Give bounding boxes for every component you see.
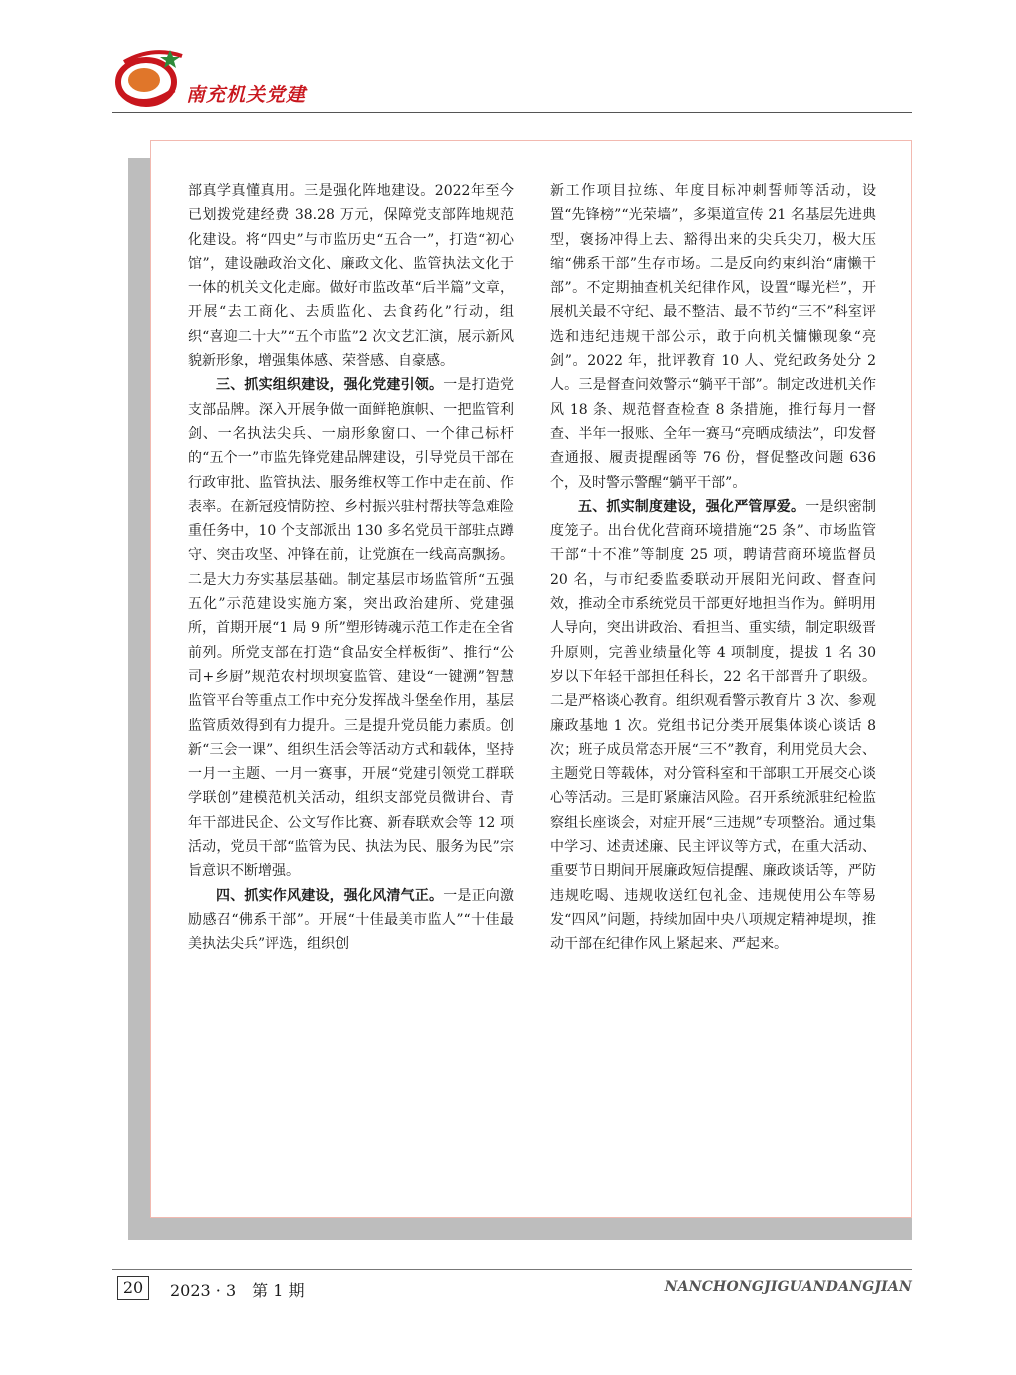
right-column xyxy=(550,179,876,957)
footer-rule xyxy=(112,1269,912,1270)
paragraph: 新工作项目拉练、年度目标冲刺誓师等活动，设置“先锋榜”“光荣墙”，多渠道宣传 21 名基层先进典型，褒扬冲得上去、豁得出来的尖兵尖刀，极大压缩“佛系干部”生存市场。二是反向约束纠治“庸懒干部”。不定期抽查机关纪律作风，设置“曝光栏”，开展机关最不守纪、最不整洁、最不节约“三不”科室评选和违纪违规干部公示，敢于向机关慵懒现象“亮剑”。2022 年，批评教育 10 人、党纪政务处分 2 人。三是督查问效警示“躺平干部”。制定改进机关作风 18 条、规范督查检查 8 条措施，推行每月一督查、半年一报账、全年一赛马“亮晒成绩法”，印发督查通报、履责提醒函等 76 份，督促整改问题 636 个，及时警示警醒“躺平干部”。 xyxy=(550,183,876,491)
page-number: 20 xyxy=(117,1276,149,1300)
section-heading: 三、抓实组织建设，强化党建引领。 xyxy=(216,377,444,394)
section-3 xyxy=(188,373,514,883)
paragraph: 部真学真懂真用。三是强化阵地建设。2022年至今已划拨党建经费 38.28 万元，保障党支部阵地规范化建设。将“四史”与市监历史“五合一”，打造“初心馆”，建设融政治文化、廉政文化、监管执法文化于一体的机关文化走廊。做好市监改革“后半篇”文章，开展“去工商化、去质监化、去食药化”行动，组织“喜迎二十大”“五个市监”2 次文艺汇演，展示新风貌新形象，增强集体感、荣誉感、自豪感。 xyxy=(188,183,514,370)
section-heading: 五、抓实制度建设，强化严管厚爱。 xyxy=(578,498,806,515)
section-body: 一是打造党支部品牌。深入开展争做一面鲜艳旗帜、一把监管利剑、一名执法尖兵、一扇形象窗口、一个律己标杆的“五个一”市监先锋党建品牌建设，引导党员干部在行政审批、监管执法、服务维权等工作中走在前、作表率。在新冠疫情防控、乡村振兴驻村帮扶等急难险重任务中，10 个支部派出 130 多名党员干部驻点蹲守、突击攻坚、冲锋在前，让党旗在一线高高飘扬。二是大力夯实基层基础。制定基层市场监管所“五强五化”示范建设实施方案，突出政治建所、党建强所，首期开展“1 局 9 所”塑形铸魂示范工作走在全省前列。所党支部在打造“食品安全样板街”、推行“公司+乡厨”规范农村坝坝宴监管、建设“一键溯”智慧监管平台等重点工作中充分发挥战斗堡垒作用，基层监管质效得到有力提升。三是提升党员能力素质。创新“三会一课”、组织生活会等活动方式和载体，坚持一月一主题、一月一赛事，开展“党建引领党工群联学联创”建模范机关活动，组织支部党员微讲台、青年干部进民企、公文写作比赛、新春联欢会等 12 项活动，党员干部“监管为民、执法为民、服务为民”宗旨意识不断增强。 xyxy=(188,377,515,880)
section-heading: 四、抓实作风建设，强化风清气正。 xyxy=(216,887,444,904)
header-rule xyxy=(112,112,912,113)
section-4 xyxy=(188,884,514,957)
magazine-logo xyxy=(112,42,192,112)
section-body: 一是织密制度笼子。出台优化营商环境措施“25 条”、市场监管干部“十不准”等制度 25 项，聘请营商环境监督员 20 名，与市纪委监委联动开展阳光问政、督查问效，推动全市系统党员干部更好地担当作为。鲜明用人导向，突出讲政治、看担当、重实绩，制定职级晋升原则，完善业绩量化等 4 项制度，提拔 1 名 30 岁以下年轻干部担任科长，22 名干部晋升了职级。二是严格谈心教育。组织观看警示教育片 3 次、参观廉政基地 1 次。党组书记分类开展集体谈心谈话 8 次；班子成员常态开展“三不”教育，利用党员大会、主题党日等载体，对分管科室和干部职工开展交心谈心等活动。三是盯紧廉洁风险。召开系统派驻纪检监察组长座谈会，对症开展“三违规”专项整治。通过集中学习、述责述廉、民主评议等方式，在重大活动、重要节日期间开展廉政短信提醒、廉政谈话等，严防违规吃喝、违规收送红包礼金、违规使用公车等易发“四风”问题，持续加固中央八项规定精神堤坝，推动干部在纪律作风上紧起来、严起来。 xyxy=(550,498,877,953)
magazine-title: 南充机关党建 xyxy=(186,84,307,106)
journal-pinyin: NANCHONGJIGUANDANGJIAN xyxy=(664,1279,912,1295)
section-body: 一是正向激励感召“佛系干部”。开展“十佳最美市监人”“十佳最美执法尖兵”评选，组织创 xyxy=(188,887,515,953)
left-column xyxy=(188,179,514,957)
issue-label: 2023 · 3 第 1 期 xyxy=(170,1281,305,1300)
section-5 xyxy=(550,495,876,957)
